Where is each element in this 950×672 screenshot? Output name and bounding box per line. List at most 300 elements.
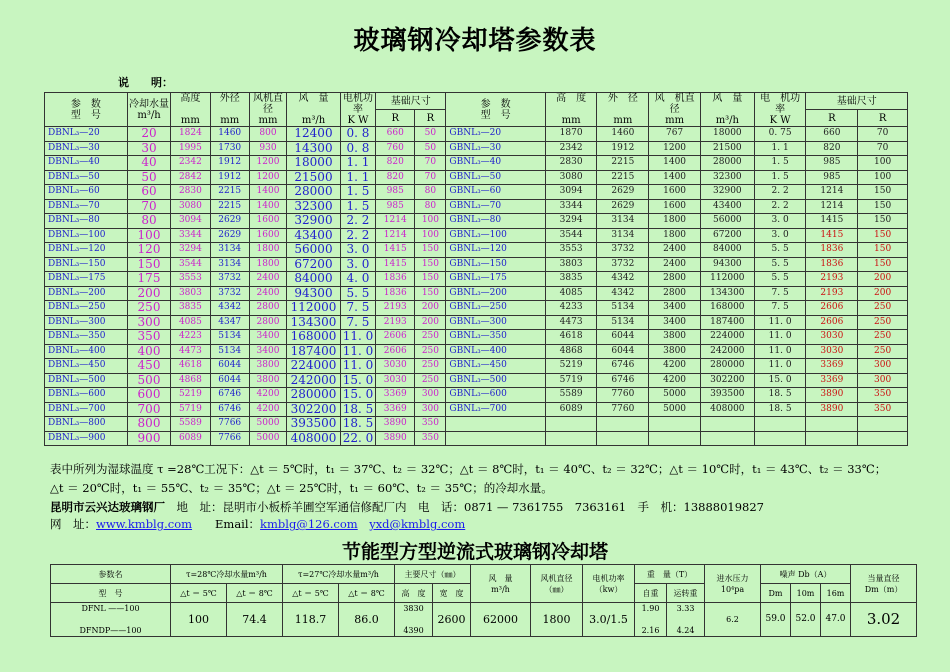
left-height-cell: 3294: [171, 243, 210, 258]
right-base-r2-cell: 200: [858, 286, 908, 301]
left-water-cell: 200: [127, 286, 170, 301]
left-water-cell: 50: [127, 170, 170, 185]
note-line-2: △t ＝ 20℃时，t₁ ＝ 55℃、t₂ ＝ 35℃；△t ＝ 25℃时，t₁ ＝ 60℃、t₂ ＝ 35℃；的冷却水量。: [50, 481, 553, 495]
right-outer-cell: 3732: [597, 257, 649, 272]
t2-power: 电机功率: [592, 573, 625, 583]
left-height-cell: 4473: [171, 344, 210, 359]
left-base-r1-cell: 820: [376, 156, 415, 171]
left-water-cell: 700: [127, 402, 170, 417]
t2-v27-8: 86.0: [339, 603, 395, 637]
right-outer-cell: [597, 417, 649, 432]
right-outer-cell: 7760: [597, 402, 649, 417]
right-height-cell: 3835: [545, 272, 597, 287]
right-base-r1-cell: 1214: [806, 199, 858, 214]
right-air-cell: 21500: [700, 141, 754, 156]
left-air-cell: 32300: [287, 199, 341, 214]
left-fan-cell: 2800: [249, 315, 286, 330]
left-base-r1-cell: 1836: [376, 272, 415, 287]
left-base-r2-cell: 250: [415, 344, 446, 359]
t2-weight: 重 量（T）: [635, 565, 705, 584]
left-model-cell: DBNL₃—350: [45, 330, 128, 345]
left-water-cell: 600: [127, 388, 170, 403]
table-row: [45, 301, 908, 316]
right-base-r1-cell: 985: [806, 170, 858, 185]
right-fan-cell: 1800: [649, 214, 701, 229]
table-row: [45, 344, 908, 359]
left-model-cell: DBNL₃—250: [45, 301, 128, 316]
right-outer-cell: 1912: [597, 141, 649, 156]
right-height-cell: 3080: [545, 170, 597, 185]
left-fan-cell: 4200: [249, 388, 286, 403]
right-base-r2-cell: 300: [858, 373, 908, 388]
left-fan-cell: 3800: [249, 373, 286, 388]
left-power-cell: 2. 2: [340, 214, 375, 229]
left-power-cell: 7. 5: [340, 301, 375, 316]
right-outer-cell: 2215: [597, 156, 649, 171]
t2-air-value: 62000: [471, 603, 531, 637]
left-model-cell: DBNL₃—450: [45, 359, 128, 374]
left-fan-cell: 4200: [249, 402, 286, 417]
header-outer: 外径: [219, 93, 240, 104]
left-base-r2-cell: 100: [415, 214, 446, 229]
right-model-cell: GBNL₃—80: [446, 214, 545, 229]
left-base-r1-cell: 2606: [376, 330, 415, 345]
right-air-cell: 43400: [700, 199, 754, 214]
header-xinghao-right: 型 号: [480, 109, 511, 121]
table-row: [45, 431, 908, 446]
section-title: 节能型方型逆流式玻璃钢冷却塔: [341, 541, 608, 563]
right-fan-cell: 1400: [649, 156, 701, 171]
left-base-r2-cell: 50: [415, 127, 446, 142]
left-base-r2-cell: 150: [415, 257, 446, 272]
left-base-r1-cell: 3369: [376, 402, 415, 417]
left-height-cell: 4868: [171, 373, 210, 388]
left-air-cell: 43400: [287, 228, 341, 243]
left-power-cell: 18. 5: [340, 417, 375, 432]
left-fan-cell: 1200: [249, 156, 286, 171]
left-air-cell: 408000: [287, 431, 341, 446]
right-model-cell: GBNL₃—400: [446, 344, 545, 359]
left-air-cell: 12400: [287, 127, 341, 142]
right-model-cell: GBNL₃—120: [446, 243, 545, 258]
left-model-cell: DBNL₃—900: [45, 431, 128, 446]
left-outer-cell: 3732: [210, 286, 249, 301]
t2-dia-unit: Dm（m）: [864, 584, 903, 594]
left-fan-cell: 1800: [249, 257, 286, 272]
left-height-cell: 3803: [171, 286, 210, 301]
left-height-cell: 2842: [171, 170, 210, 185]
right-height-cell: 1870: [545, 127, 597, 142]
header-base: 基础尺寸: [376, 93, 446, 110]
right-model-cell: [446, 417, 545, 432]
header-height-right: 高 度: [556, 93, 587, 104]
left-air-cell: 32900: [287, 214, 341, 229]
t2-fan-unit: （㎜）: [544, 584, 569, 594]
left-height-cell: 3080: [171, 199, 210, 214]
left-outer-cell: 5134: [210, 330, 249, 345]
header-power-unit: K W: [347, 115, 369, 126]
energy-saving-table: [50, 564, 917, 637]
right-height-cell: 3344: [545, 199, 597, 214]
left-outer-cell: 3134: [210, 257, 249, 272]
right-base-r1-cell: 2193: [806, 272, 858, 287]
right-power-cell: 15. 0: [754, 373, 806, 388]
left-outer-cell: 2629: [210, 228, 249, 243]
left-water-cell: 175: [127, 272, 170, 287]
table-row: [45, 402, 908, 417]
right-height-cell: 4233: [545, 301, 597, 316]
right-power-cell: 2. 2: [754, 185, 806, 200]
right-outer-cell: 6746: [597, 373, 649, 388]
right-fan-cell: 1600: [649, 199, 701, 214]
right-power-cell: 3. 0: [754, 214, 806, 229]
right-model-cell: [446, 431, 545, 446]
table-row: [45, 243, 908, 258]
right-power-cell: 11. 0: [754, 330, 806, 345]
right-power-cell: 11. 0: [754, 315, 806, 330]
left-base-r1-cell: 985: [376, 185, 415, 200]
right-power-cell: 1. 1: [754, 141, 806, 156]
right-base-r1-cell: [806, 417, 858, 432]
left-height-cell: 3344: [171, 228, 210, 243]
left-outer-cell: 4342: [210, 301, 249, 316]
t2-fan: 风机直径: [540, 573, 573, 583]
right-height-cell: 4473: [545, 315, 597, 330]
email-label: Email：: [215, 517, 261, 531]
table-row: [45, 330, 908, 345]
table-row: [45, 170, 908, 185]
left-water-cell: 70: [127, 199, 170, 214]
header-water: 冷却水量: [129, 98, 169, 110]
t2-dt5: △t ＝ 5℃: [283, 584, 339, 603]
table-row: [45, 359, 908, 374]
header-r: R: [858, 110, 908, 127]
left-power-cell: 4. 0: [340, 272, 375, 287]
table-row: [45, 185, 908, 200]
right-base-r1-cell: 3369: [806, 373, 858, 388]
t2-run-2: 4.24: [676, 626, 695, 635]
table-row: [45, 228, 908, 243]
right-air-cell: 242000: [700, 344, 754, 359]
left-outer-cell: 7766: [210, 417, 249, 432]
right-base-r2-cell: 250: [858, 330, 908, 345]
right-fan-cell: 2400: [649, 257, 701, 272]
left-base-r2-cell: 200: [415, 301, 446, 316]
t2-run-weight: 运转重: [667, 584, 705, 603]
left-base-r2-cell: 80: [415, 199, 446, 214]
right-model-cell: GBNL₃—20: [446, 127, 545, 142]
right-fan-cell: 1600: [649, 185, 701, 200]
left-power-cell: 11. 0: [340, 330, 375, 345]
header-fan-unit: mm: [258, 115, 278, 126]
left-base-r2-cell: 70: [415, 156, 446, 171]
right-base-r1-cell: 985: [806, 156, 858, 171]
right-model-cell: GBNL₃—40: [446, 156, 545, 171]
left-water-cell: 30: [127, 141, 170, 156]
right-power-cell: 3. 0: [754, 228, 806, 243]
header-outer-unit: mm: [220, 115, 240, 126]
left-air-cell: 14300: [287, 141, 341, 156]
t2-self-2: 2.16: [641, 626, 660, 635]
left-air-cell: 187400: [287, 344, 341, 359]
t2-self-1: 1.90: [641, 604, 660, 613]
t2-water-28: τ=28℃冷却水量m³/h: [171, 565, 283, 584]
left-model-cell: DBNL₃—100: [45, 228, 128, 243]
left-base-r2-cell: 80: [415, 185, 446, 200]
left-fan-cell: 5000: [249, 417, 286, 432]
left-fan-cell: 1600: [249, 214, 286, 229]
left-power-cell: 1. 5: [340, 185, 375, 200]
left-base-r2-cell: 250: [415, 373, 446, 388]
website-link[interactable]: www.kmblg.com: [96, 517, 193, 531]
left-power-cell: 2. 2: [340, 228, 375, 243]
right-air-cell: 28000: [700, 156, 754, 171]
left-height-cell: 3835: [171, 301, 210, 316]
right-base-r2-cell: 70: [858, 127, 908, 142]
left-water-cell: 450: [127, 359, 170, 374]
t2-pressure-unit: 10⁴pa: [720, 584, 745, 594]
header-xinghao: 型 号: [70, 109, 101, 121]
left-air-cell: 224000: [287, 359, 341, 374]
t2-width-value: 2600: [433, 603, 471, 637]
left-fan-cell: 2400: [249, 286, 286, 301]
t2-v28-8: 74.4: [227, 603, 283, 637]
right-power-cell: 1. 5: [754, 156, 806, 171]
web-line: [50, 516, 465, 532]
left-base-r2-cell: 300: [415, 402, 446, 417]
left-base-r1-cell: 3890: [376, 431, 415, 446]
left-height-cell: 2342: [171, 156, 210, 171]
right-height-cell: 3094: [545, 185, 597, 200]
right-height-cell: 3294: [545, 214, 597, 229]
left-model-cell: DBNL₃—700: [45, 402, 128, 417]
left-fan-cell: 2800: [249, 301, 286, 316]
left-power-cell: 11. 0: [340, 359, 375, 374]
right-outer-cell: 1460: [597, 127, 649, 142]
left-water-cell: 800: [127, 417, 170, 432]
t2-noise-16m: 47.0: [821, 603, 851, 637]
right-air-cell: [700, 417, 754, 432]
left-air-cell: 112000: [287, 301, 341, 316]
t2-dm: Dm: [761, 584, 791, 603]
right-height-cell: 3553: [545, 243, 597, 258]
right-height-cell: [545, 417, 597, 432]
right-base-r2-cell: 70: [858, 141, 908, 156]
left-height-cell: 3544: [171, 257, 210, 272]
right-base-r1-cell: 3890: [806, 402, 858, 417]
t2-16m: 16m: [821, 584, 851, 603]
left-outer-cell: 4347: [210, 315, 249, 330]
right-model-cell: GBNL₃—70: [446, 199, 545, 214]
right-air-cell: 94300: [700, 257, 754, 272]
t2-height: 高 度: [395, 584, 433, 603]
header-height-unit: mm: [180, 115, 200, 126]
left-base-r1-cell: 1836: [376, 286, 415, 301]
right-model-cell: GBNL₃—30: [446, 141, 545, 156]
left-base-r1-cell: 760: [376, 141, 415, 156]
left-water-cell: 350: [127, 330, 170, 345]
left-height-cell: 2830: [171, 185, 210, 200]
right-fan-cell: 4200: [649, 373, 701, 388]
right-air-cell: 32300: [700, 170, 754, 185]
right-outer-cell: 3134: [597, 228, 649, 243]
left-outer-cell: 3134: [210, 243, 249, 258]
left-power-cell: 11. 0: [340, 344, 375, 359]
left-power-cell: 1. 1: [340, 156, 375, 171]
right-base-r2-cell: 150: [858, 243, 908, 258]
table-row: [45, 315, 908, 330]
address-text: 地 址：昆明市小板桥羊圃空军通信修配厂内 电 话：0871 — 7361755 7363161 手 机：13888019827: [176, 500, 764, 514]
t2-air-unit: m³/h: [491, 584, 510, 594]
right-outer-cell: 6044: [597, 344, 649, 359]
left-air-cell: 56000: [287, 243, 341, 258]
right-base-r1-cell: 1836: [806, 257, 858, 272]
right-air-cell: 56000: [700, 214, 754, 229]
right-power-cell: 5. 5: [754, 243, 806, 258]
left-model-cell: DBNL₃—600: [45, 388, 128, 403]
right-height-cell: 2830: [545, 156, 597, 171]
right-outer-cell: 3732: [597, 243, 649, 258]
left-outer-cell: 1912: [210, 156, 249, 171]
right-air-cell: 134300: [700, 286, 754, 301]
left-power-cell: 0. 8: [340, 141, 375, 156]
right-base-r2-cell: 350: [858, 388, 908, 403]
left-air-cell: 302200: [287, 402, 341, 417]
right-model-cell: GBNL₃—450: [446, 359, 545, 374]
right-fan-cell: 3400: [649, 301, 701, 316]
right-height-cell: [545, 431, 597, 446]
t2-power-value: 3.0/1.5: [583, 603, 635, 637]
left-base-r1-cell: 2606: [376, 344, 415, 359]
right-fan-cell: [649, 417, 701, 432]
contact-line: [50, 499, 764, 515]
t2-self-weight: 自重: [635, 584, 667, 603]
right-base-r2-cell: [858, 417, 908, 432]
right-air-cell: 67200: [700, 228, 754, 243]
header-r: R: [376, 110, 415, 127]
left-water-cell: 80: [127, 214, 170, 229]
left-base-r1-cell: 1214: [376, 214, 415, 229]
right-power-cell: 18. 5: [754, 388, 806, 403]
left-water-cell: 400: [127, 344, 170, 359]
right-base-r2-cell: [858, 431, 908, 446]
left-air-cell: 94300: [287, 286, 341, 301]
table-row: [45, 417, 908, 432]
left-water-cell: 100: [127, 228, 170, 243]
left-water-cell: 900: [127, 431, 170, 446]
left-base-r2-cell: 250: [415, 359, 446, 374]
right-fan-cell: 5000: [649, 402, 701, 417]
left-air-cell: 242000: [287, 373, 341, 388]
header-fan-unit-right: mm: [665, 115, 685, 126]
right-fan-cell: 1800: [649, 228, 701, 243]
left-model-cell: DBNL₃—60: [45, 185, 128, 200]
right-air-cell: 32900: [700, 185, 754, 200]
left-model-cell: DBNL₃—70: [45, 199, 128, 214]
left-base-r2-cell: 250: [415, 330, 446, 345]
table-row: [45, 214, 908, 229]
left-power-cell: 3. 0: [340, 243, 375, 258]
right-power-cell: 11. 0: [754, 359, 806, 374]
left-air-cell: 67200: [287, 257, 341, 272]
right-base-r2-cell: 150: [858, 199, 908, 214]
left-power-cell: 22. 0: [340, 431, 375, 446]
left-model-cell: DBNL₃—120: [45, 243, 128, 258]
right-power-cell: 1. 5: [754, 170, 806, 185]
t2-noise-10m: 52.0: [791, 603, 821, 637]
right-base-r2-cell: 200: [858, 272, 908, 287]
left-outer-cell: 2629: [210, 214, 249, 229]
right-power-cell: 0. 75: [754, 127, 806, 142]
left-model-cell: DBNL₃—150: [45, 257, 128, 272]
right-fan-cell: 4200: [649, 359, 701, 374]
left-base-r1-cell: 3890: [376, 417, 415, 432]
company-name: 昆明市云兴达玻璃钢厂: [50, 500, 165, 514]
left-height-cell: 4223: [171, 330, 210, 345]
t2-fan-value: 1800: [531, 603, 583, 637]
right-base-r2-cell: 100: [858, 170, 908, 185]
left-power-cell: 1. 5: [340, 199, 375, 214]
email-link-1[interactable]: kmblg@126.com: [260, 517, 358, 531]
left-base-r2-cell: 150: [415, 243, 446, 258]
left-base-r1-cell: 3030: [376, 359, 415, 374]
header-air: 风 量: [298, 93, 329, 104]
t2-v27-5: 118.7: [283, 603, 339, 637]
left-power-cell: 3. 0: [340, 257, 375, 272]
left-height-cell: 3094: [171, 214, 210, 229]
email-link-2[interactable]: yxd@kmblg.com: [369, 517, 466, 531]
left-outer-cell: 6746: [210, 402, 249, 417]
left-model-cell: DBNL₃—30: [45, 141, 128, 156]
right-height-cell: 4618: [545, 330, 597, 345]
t2-xinghao: 型 号: [51, 584, 171, 603]
left-height-cell: 5219: [171, 388, 210, 403]
note-line-1: 表中所列为湿球温度 τ =28℃工况下：△t ＝ 5℃时，t₁ ＝ 37℃、t₂ ＝ 32℃；△t ＝ 8℃时，t₁ ＝ 40℃、t₂ ＝ 32℃；△t ＝ 10℃时，t₁ ＝ 43℃、t₂ ＝ 33℃；: [50, 462, 887, 476]
right-outer-cell: 6044: [597, 330, 649, 345]
t2-dia-value: 3.02: [851, 603, 917, 637]
left-model-cell: DBNL₃—500: [45, 373, 128, 388]
header-base-right: 基础尺寸: [806, 93, 908, 110]
left-air-cell: 393500: [287, 417, 341, 432]
right-air-cell: [700, 431, 754, 446]
right-base-r2-cell: 150: [858, 257, 908, 272]
left-fan-cell: 3800: [249, 359, 286, 374]
right-base-r1-cell: 1415: [806, 214, 858, 229]
left-height-cell: 1824: [171, 127, 210, 142]
left-power-cell: 15. 0: [340, 373, 375, 388]
left-power-cell: 1. 1: [340, 170, 375, 185]
right-base-r2-cell: 150: [858, 214, 908, 229]
right-base-r1-cell: 3369: [806, 359, 858, 374]
right-height-cell: 4085: [545, 286, 597, 301]
left-base-r2-cell: 150: [415, 272, 446, 287]
table-row: [45, 272, 908, 287]
t2-dt8: △t ＝ 8℃: [339, 584, 395, 603]
left-outer-cell: 3732: [210, 272, 249, 287]
right-outer-cell: 2629: [597, 185, 649, 200]
left-base-r1-cell: 3030: [376, 373, 415, 388]
left-outer-cell: 6746: [210, 388, 249, 403]
left-height-cell: 4085: [171, 315, 210, 330]
header-water-unit: m³/h: [137, 109, 161, 121]
right-base-r1-cell: 820: [806, 141, 858, 156]
right-base-r2-cell: 100: [858, 156, 908, 171]
left-fan-cell: 1400: [249, 199, 286, 214]
right-base-r1-cell: 2606: [806, 315, 858, 330]
right-air-cell: 187400: [700, 315, 754, 330]
right-model-cell: GBNL₃—350: [446, 330, 545, 345]
table-row: [45, 199, 908, 214]
